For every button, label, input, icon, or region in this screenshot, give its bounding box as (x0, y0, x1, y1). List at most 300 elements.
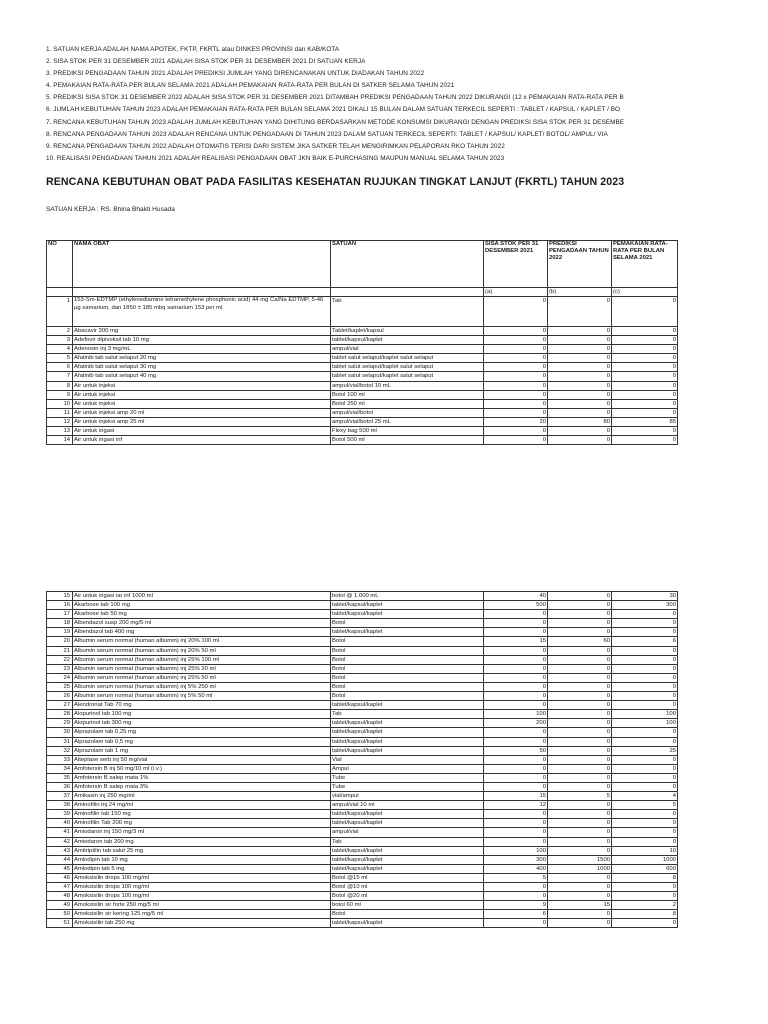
prediction-cell: 0 (548, 719, 612, 728)
row-no-cell: 43 (47, 846, 73, 855)
drug-name-cell: Amoksisilin sir forte 250 mg/5 ml (73, 901, 331, 910)
note-item: 6. JUMLAH KEBUTUHAN TAHUN 2023 ADALAH PEMAKAIAN RATA-RATA PER BULAN SELAMA 2021 DIKALI 15 BULAN DALAM SATUAN TERKECIL SEPERTI : TABLET / KAPSUL / KAPLET / BO (46, 106, 621, 114)
prediction-cell: 0 (548, 592, 612, 601)
table-row (47, 764, 678, 773)
drug-name-cell: Adenosin inj 3 mg/mL (73, 345, 331, 354)
prediction-cell: 5 (548, 792, 612, 801)
table-row (47, 682, 678, 691)
prediction-cell: 0 (548, 390, 612, 399)
prediction-cell: 0 (548, 883, 612, 892)
stock-cell: 6 (484, 910, 548, 919)
drug-name-cell: Aminofilin tab 150 mg (73, 810, 331, 819)
row-no-cell: 38 (47, 801, 73, 810)
table-row (47, 436, 678, 445)
usage-cell: 0 (612, 773, 678, 782)
usage-cell: 8 (612, 910, 678, 919)
stock-cell: 0 (484, 664, 548, 673)
satuan-kerja-label: SATUAN KERJA : RS. Bhina Bhakti Husada (46, 206, 175, 213)
table-row (47, 417, 678, 426)
table-row (47, 619, 678, 628)
prediction-cell: 0 (548, 363, 612, 372)
row-no-cell: 11 (47, 408, 73, 417)
table-row (47, 846, 678, 855)
table-row (47, 372, 678, 381)
prediction-cell: 0 (548, 673, 612, 682)
prediction-cell: 0 (548, 646, 612, 655)
stock-cell: 100 (484, 846, 548, 855)
row-no-cell: 22 (47, 655, 73, 664)
table-row (47, 728, 678, 737)
row-no-cell: 45 (47, 864, 73, 873)
row-no-cell: 50 (47, 910, 73, 919)
usage-cell: 1000 (612, 855, 678, 864)
stock-cell: 0 (484, 408, 548, 417)
stock-cell: 0 (484, 819, 548, 828)
prediction-cell: 0 (548, 297, 612, 327)
table-row (47, 837, 678, 846)
usage-cell: 5 (612, 801, 678, 810)
table-row (47, 782, 678, 791)
table-row (47, 819, 678, 828)
prediction-cell: 0 (548, 682, 612, 691)
row-no-cell: 26 (47, 692, 73, 701)
usage-cell: 0 (612, 737, 678, 746)
unit-cell: tablet/kapsul/kaplet (331, 701, 484, 710)
usage-cell: 0 (612, 408, 678, 417)
usage-cell: 30 (612, 592, 678, 601)
drug-table-page2 (46, 591, 678, 928)
prediction-cell: 0 (548, 619, 612, 628)
stock-cell: 200 (484, 719, 548, 728)
usage-cell: 2 (612, 901, 678, 910)
drug-name-cell: Abacavir 300 mg (73, 327, 331, 336)
table-row (47, 592, 678, 601)
prediction-cell: 0 (548, 345, 612, 354)
prediction-cell: 0 (548, 436, 612, 445)
unit-cell: ampul/vial 10 ml (331, 801, 484, 810)
prediction-cell: 0 (548, 819, 612, 828)
row-no-cell: 31 (47, 737, 73, 746)
unit-cell: Tube (331, 782, 484, 791)
row-no-cell: 5 (47, 354, 73, 363)
table-row (47, 773, 678, 782)
row-no-cell: 12 (47, 417, 73, 426)
usage-cell: 0 (612, 892, 678, 901)
unit-cell: Vial (331, 755, 484, 764)
unit-cell: Ampul (331, 764, 484, 773)
unit-cell: Botol (331, 664, 484, 673)
usage-cell: 0 (612, 810, 678, 819)
stock-cell: 300 (484, 855, 548, 864)
row-no-cell: 37 (47, 792, 73, 801)
unit-cell: Botol (331, 910, 484, 919)
row-no-cell: 17 (47, 610, 73, 619)
row-no-cell: 3 (47, 336, 73, 345)
row-no-cell: 27 (47, 701, 73, 710)
usage-cell: 0 (612, 682, 678, 691)
unit-cell: Botol (331, 692, 484, 701)
stock-cell: 0 (484, 297, 548, 327)
stock-cell: 100 (484, 710, 548, 719)
drug-name-cell: Afatinib tab salut selaput 30 mg (73, 363, 331, 372)
row-no-cell: 21 (47, 646, 73, 655)
row-no-cell: 8 (47, 381, 73, 390)
drug-name-cell: Aminofilin Tab 200 mg (73, 819, 331, 828)
prediction-cell: 0 (548, 810, 612, 819)
row-no-cell: 35 (47, 773, 73, 782)
unit-cell: tablet/kapsul/kaplet (331, 864, 484, 873)
usage-cell: 0 (612, 819, 678, 828)
note-item: 8. RENCANA PENGADAAN TAHUN 2023 ADALAH RENCANA UNTUK PENGADAAN DI TAHUN 2023 DALAM SATUAN TERKECIL SEPERTI: TABLET / KAPSUL/ KAPLET/ BOTOL/ AMPUL/ VIA (46, 130, 608, 138)
unit-cell: tablet/kapsul/kaplet (331, 336, 484, 345)
drug-name-cell: Air untuk irigasi (73, 427, 331, 436)
table-row (47, 792, 678, 801)
usage-cell: 0 (612, 345, 678, 354)
stock-cell: 0 (484, 782, 548, 791)
row-no-cell: 2 (47, 327, 73, 336)
unit-cell: ampul/vial (331, 345, 484, 354)
stock-cell: 0 (484, 728, 548, 737)
stock-cell: 0 (484, 810, 548, 819)
table-row (47, 345, 678, 354)
drug-name-cell: Air untuk injeksi amp 20 ml (73, 408, 331, 417)
note-item: 2. SISA STOK PER 31 DESEMBER 2021 ADALAH SISA STOK PER 31 DESEMBER 2021 DI SATUAN KERJA (46, 58, 366, 66)
row-no-cell: 25 (47, 682, 73, 691)
prediction-cell: 0 (548, 801, 612, 810)
drug-name-cell: Amlodipin tab 5 mg (73, 864, 331, 873)
stock-cell: 0 (484, 883, 548, 892)
notes-list (46, 44, 768, 165)
stock-cell: 0 (484, 619, 548, 628)
prediction-cell: 0 (548, 746, 612, 755)
unit-cell: tablet/kapsul/kaplet (331, 719, 484, 728)
prediction-cell: 0 (548, 782, 612, 791)
drug-name-cell: 153-Sm-EDTMP (ethylenediamine tetramethylene phosphonic acid) 44 mg Ca/Na EDTMP, 5-46 µg samarium, dan 1850 ± 185 mbq samarium 153 per ml (73, 297, 331, 327)
usage-cell: 100 (612, 710, 678, 719)
unit-cell: tablet salut selaput/kaplet salut selaput (331, 363, 484, 372)
stock-cell: 0 (484, 892, 548, 901)
table-row (47, 327, 678, 336)
stock-cell: 0 (484, 372, 548, 381)
drug-name-cell: Amoksisilin drops 100 mg/ml (73, 883, 331, 892)
stock-cell: 0 (484, 701, 548, 710)
prediction-cell: 60 (548, 637, 612, 646)
unit-cell: tablet/kapsul/kaplet (331, 728, 484, 737)
drug-name-cell: Albumin serum normal (human albumin) inj 20% 100 ml (73, 637, 331, 646)
usage-cell: 0 (612, 399, 678, 408)
unit-cell: Flexy bag 500 ml (331, 427, 484, 436)
unit-cell: Botol (331, 682, 484, 691)
header-sisa-stok: SISA STOK PER 31 DESEMBER 2021 (484, 241, 548, 288)
table-row (47, 755, 678, 764)
unit-cell: ampul/vial/botol 25 mL (331, 417, 484, 426)
unit-cell: tablet/kapsul/kaplet (331, 810, 484, 819)
table-row (47, 664, 678, 673)
usage-cell: 10 (612, 846, 678, 855)
usage-cell: 0 (612, 664, 678, 673)
usage-cell: 0 (612, 363, 678, 372)
usage-cell: 0 (612, 764, 678, 773)
prediction-cell: 0 (548, 372, 612, 381)
stock-cell: 0 (484, 682, 548, 691)
row-no-cell: 34 (47, 764, 73, 773)
row-no-cell: 10 (47, 399, 73, 408)
drug-name-cell: Alprazolam tab 0,5 mg (73, 737, 331, 746)
row-no-cell: 48 (47, 892, 73, 901)
table-row (47, 855, 678, 864)
drug-name-cell: Air untuk injeksi (73, 399, 331, 408)
unit-cell: tablet/kapsul/kaplet (331, 737, 484, 746)
unit-cell: Tab (331, 837, 484, 846)
row-no-cell: 33 (47, 755, 73, 764)
note-item: 1. SATUAN KERJA ADALAH NAMA APOTEK, FKTP, FKRTL atau DINKES PROVINSI dan KAB/KOTA (46, 46, 340, 53)
drug-name-cell: Albumin serum normal (human albumin) inj 5% 50 ml (73, 692, 331, 701)
prediction-cell: 0 (548, 601, 612, 610)
stock-cell: 0 (484, 919, 548, 928)
drug-name-cell: Amlodipin tab 10 mg (73, 855, 331, 864)
usage-cell: 0 (612, 297, 678, 327)
drug-name-cell: Air untuk injeksi (73, 390, 331, 399)
stock-cell: 0 (484, 755, 548, 764)
note-item: 10. REALISASI PENGADAAN TAHUN 2021 ADALAH REALISASI PENGADAAN OBAT JKN BAIK E-PURCHASING MAUPUN MANUAL SELAMA TAHUN 2023 (46, 154, 505, 162)
table-row (47, 901, 678, 910)
table-row (47, 637, 678, 646)
usage-cell: 0 (612, 919, 678, 928)
usage-cell: 0 (612, 883, 678, 892)
unit-cell: Tab (331, 710, 484, 719)
drug-name-cell: Air untuk irigasi iar inf 1000 ml (73, 592, 331, 601)
unit-cell: tablet/kapsul/kaplet (331, 855, 484, 864)
usage-cell: 300 (612, 601, 678, 610)
unit-cell: Botol 100 ml (331, 390, 484, 399)
usage-cell: 600 (612, 864, 678, 873)
table-row (47, 864, 678, 873)
drug-name-cell: Amitriptilin tab salut 25 mg (73, 846, 331, 855)
table-row (47, 710, 678, 719)
usage-cell: 0 (612, 655, 678, 664)
usage-cell: 0 (612, 692, 678, 701)
drug-name-cell: Amfotersin B salep mata 3% (73, 782, 331, 791)
prediction-cell: 80 (548, 417, 612, 426)
drug-name-cell: Alteplase serb inj 50 mg/vial (73, 755, 331, 764)
note-item: 9. RENCANA PENGADAAN TAHUN 2022 ADALAH OTOMATIS TERISI DARI SISTEM JIKA SATKER TELAH MENGIRIMKAN PELAPORAN RKO TAHUN 2022 (46, 142, 505, 150)
table-row (47, 701, 678, 710)
code-c: (c) (612, 288, 678, 297)
stock-cell: 0 (484, 673, 548, 682)
prediction-cell: 0 (548, 846, 612, 855)
drug-name-cell: Amiodaron tab 200 mg (73, 837, 331, 846)
row-no-cell: 32 (47, 746, 73, 755)
stock-cell: 12 (484, 801, 548, 810)
note-item: 5. PREDIKSI SISA STOK 31 DESEMBER 2022 ADALAH SISA STOK PER 31 DESEMBER 2021 DITAMBAH PREDIKSI PENGADAAN TAHUN 2022 DIKURANGI (12 x PEMAKAIAN RATA-RATA PER B (46, 94, 624, 102)
usage-cell: 85 (612, 417, 678, 426)
usage-cell: 0 (612, 336, 678, 345)
stock-cell: 0 (484, 764, 548, 773)
stock-cell: 0 (484, 828, 548, 837)
unit-cell: Botol @20 ml (331, 892, 484, 901)
row-no-cell: 47 (47, 883, 73, 892)
usage-cell: 6 (612, 637, 678, 646)
usage-cell: 0 (612, 782, 678, 791)
drug-name-cell: Albendazol tab 400 mg (73, 628, 331, 637)
unit-cell: Botol (331, 619, 484, 628)
row-no-cell: 14 (47, 436, 73, 445)
drug-name-cell: Albumin serum normal (human albumin) inj 20% 50 ml (73, 646, 331, 655)
usage-cell: 0 (612, 728, 678, 737)
table-row (47, 336, 678, 345)
header-satuan: SATUAN (331, 241, 484, 288)
prediction-cell: 0 (548, 755, 612, 764)
code-a: (a) (484, 288, 548, 297)
table-row (47, 919, 678, 928)
stock-cell: 15 (484, 792, 548, 801)
note-item: 7. RENCANA KEBUTUHAN TAHUN 2023 ADALAH JUMLAH KEBUTUHAN YANG DIHITUNG BERDASARKAN METODE KONSUMSI DIKURANGI DENGAN PREDIKSI SISA STOK PER 31 DESEMBE (46, 118, 625, 126)
table-row (47, 810, 678, 819)
prediction-cell: 0 (548, 728, 612, 737)
note-item: 4. PEMAKAIAN RATA-RATA PER BULAN SELAMA 2021 ADALAH PEMAKAIAN RATA-RATA PER BULAN DI SATKER SELAMA TAHUN 2021 (46, 82, 455, 90)
table-row (47, 628, 678, 637)
row-no-cell: 15 (47, 592, 73, 601)
usage-cell: 0 (612, 646, 678, 655)
row-no-cell: 46 (47, 873, 73, 882)
usage-cell: 25 (612, 746, 678, 755)
row-no-cell: 36 (47, 782, 73, 791)
table-row (47, 363, 678, 372)
drug-name-cell: Albumin serum normal (human albumin) inj 25% 20 ml (73, 664, 331, 673)
drug-name-cell: Amoksisilin sir kering 125 mg/5 ml (73, 910, 331, 919)
drug-name-cell: Amfotersin B salep mata 1% (73, 773, 331, 782)
row-no-cell: 23 (47, 664, 73, 673)
row-no-cell: 30 (47, 728, 73, 737)
row-no-cell: 9 (47, 390, 73, 399)
row-no-cell: 49 (47, 901, 73, 910)
prediction-cell: 0 (548, 710, 612, 719)
unit-cell: Botol (331, 637, 484, 646)
drug-name-cell: Albendazol susp 200 mg/5 ml (73, 619, 331, 628)
drug-name-cell: Alendronat Tab 70 mg (73, 701, 331, 710)
stock-cell: 0 (484, 327, 548, 336)
stock-cell: 0 (484, 692, 548, 701)
unit-cell: Tab (331, 297, 484, 327)
drug-name-cell: Alopurinol tab 100 mg (73, 710, 331, 719)
unit-cell: ampul/vial/botol 10 mL (331, 381, 484, 390)
unit-cell: Botol @10 ml (331, 883, 484, 892)
usage-cell: 0 (612, 327, 678, 336)
table-row (47, 673, 678, 682)
table-row (47, 399, 678, 408)
header-pemakaian: PEMAKAIAN RATA-RATA PER BULAN SELAMA 2021 (612, 241, 678, 288)
drug-name-cell: Amoksisilin drops 100 mg/ml (73, 873, 331, 882)
row-no-cell: 41 (47, 828, 73, 837)
table-row (47, 828, 678, 837)
prediction-cell: 0 (548, 910, 612, 919)
usage-cell: 100 (612, 719, 678, 728)
stock-cell: 0 (484, 655, 548, 664)
unit-cell: tablet/kapsul/kaplet (331, 846, 484, 855)
stock-cell: 0 (484, 390, 548, 399)
table-row (47, 873, 678, 882)
table-row (47, 390, 678, 399)
stock-cell: 0 (484, 345, 548, 354)
stock-cell: 0 (484, 837, 548, 846)
stock-cell: 0 (484, 399, 548, 408)
prediction-cell: 0 (548, 873, 612, 882)
drug-name-cell: Amfotersin B inj 50 mg/10 ml (i.v.) (73, 764, 331, 773)
prediction-cell: 0 (548, 336, 612, 345)
row-no-cell: 40 (47, 819, 73, 828)
table-row (47, 655, 678, 664)
row-no-cell: 4 (47, 345, 73, 354)
table-row (47, 737, 678, 746)
table-row (47, 719, 678, 728)
stock-cell: 0 (484, 773, 548, 782)
drug-name-cell: Amiodaron inj 150 mg/3 ml (73, 828, 331, 837)
table-row (47, 883, 678, 892)
prediction-cell: 0 (548, 664, 612, 673)
drug-name-cell: Akarbose tab 100 mg (73, 601, 331, 610)
prediction-cell: 0 (548, 427, 612, 436)
table-row (47, 427, 678, 436)
unit-cell: tablet salut selaput/kaplet salut selaput (331, 372, 484, 381)
header-no: NO (47, 241, 73, 288)
table-row (47, 610, 678, 619)
stock-cell: 0 (484, 363, 548, 372)
prediction-cell: 0 (548, 628, 612, 637)
header-prediksi: PREDIKSI PENGADAAN TAHUN 2022 (548, 241, 612, 288)
usage-cell: 0 (612, 828, 678, 837)
drug-name-cell: Afatinib tab salut selaput 20 mg (73, 354, 331, 363)
prediction-cell: 0 (548, 701, 612, 710)
stock-cell: 0 (484, 646, 548, 655)
unit-cell: Tube (331, 773, 484, 782)
drug-name-cell: Alprazolam tab 0,25 mg (73, 728, 331, 737)
unit-cell: Botol (331, 646, 484, 655)
code-cell (73, 288, 331, 297)
stock-cell: 0 (484, 737, 548, 746)
usage-cell: 0 (612, 610, 678, 619)
row-no-cell: 18 (47, 619, 73, 628)
usage-cell: 0 (612, 755, 678, 764)
stock-cell: 0 (484, 628, 548, 637)
row-no-cell: 24 (47, 673, 73, 682)
unit-cell: Botol (331, 673, 484, 682)
prediction-cell: 0 (548, 381, 612, 390)
stock-cell: 0 (484, 381, 548, 390)
row-no-cell: 19 (47, 628, 73, 637)
row-no-cell: 29 (47, 719, 73, 728)
usage-cell: 0 (612, 701, 678, 710)
prediction-cell: 0 (548, 764, 612, 773)
table-row (47, 746, 678, 755)
prediction-cell: 0 (548, 737, 612, 746)
stock-cell: 50 (484, 746, 548, 755)
stock-cell: 0 (484, 610, 548, 619)
drug-name-cell: Air untuk injeksi (73, 381, 331, 390)
stock-cell: 0 (484, 354, 548, 363)
drug-name-cell: Alprazolam tab 1 mg (73, 746, 331, 755)
usage-cell: 0 (612, 837, 678, 846)
unit-cell: tablet/kapsul/kaplet (331, 601, 484, 610)
usage-cell: 0 (612, 619, 678, 628)
table-header-row (47, 241, 678, 288)
row-no-cell: 42 (47, 837, 73, 846)
usage-cell: 0 (612, 628, 678, 637)
drug-name-cell: Akarbose tab 50 mg (73, 610, 331, 619)
unit-cell: Botol (331, 655, 484, 664)
stock-cell: 9 (484, 901, 548, 910)
code-cell (47, 288, 73, 297)
drug-name-cell: Albumin serum normal (human albumin) inj 25% 50 ml (73, 673, 331, 682)
